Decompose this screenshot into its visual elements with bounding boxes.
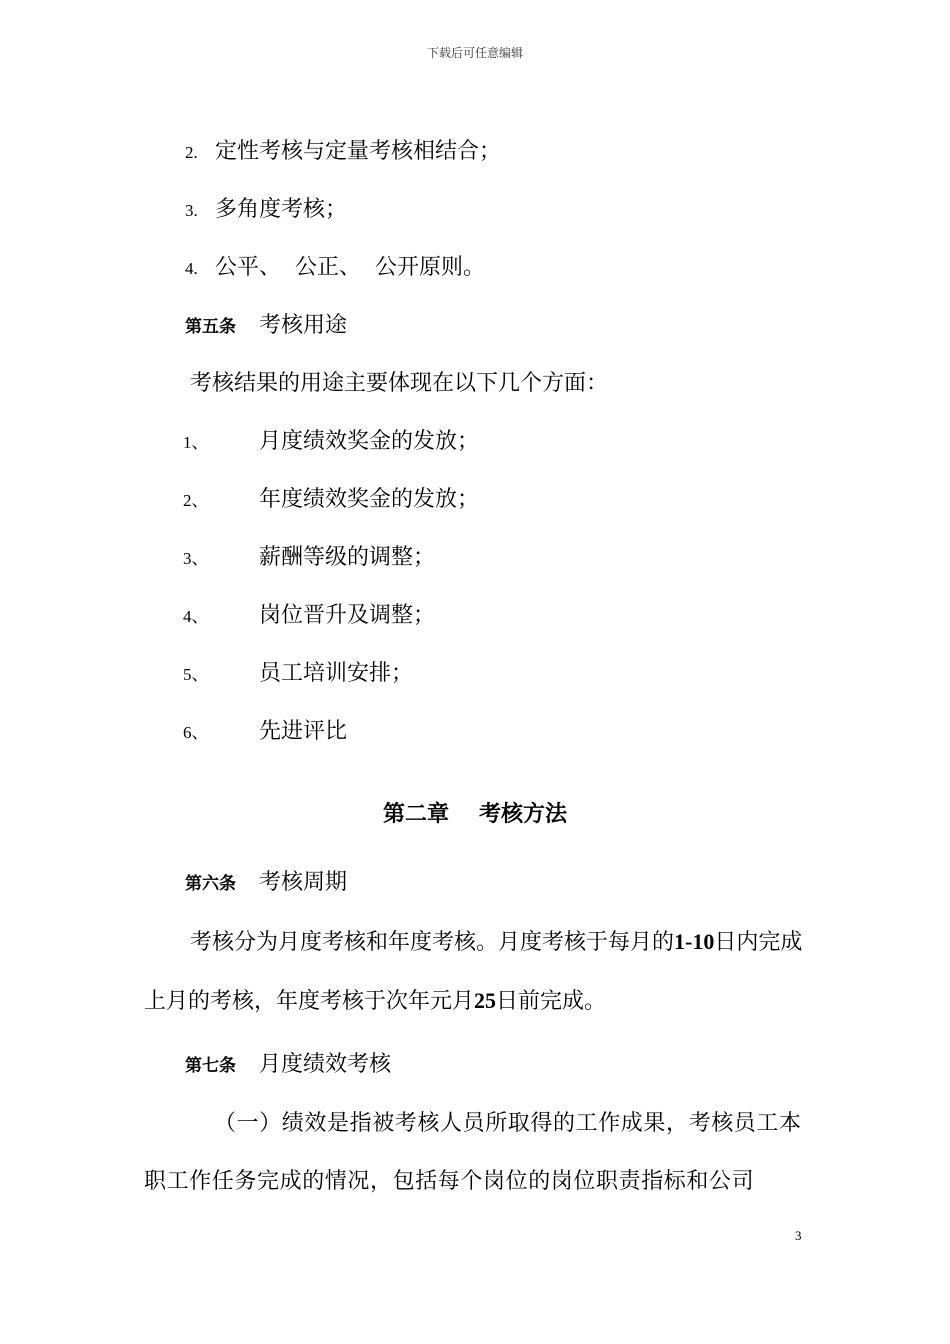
- article-heading: [185, 1050, 391, 1081]
- principle-text: 定性考核与定量考核相结合；: [215, 139, 502, 164]
- principle-number: 2.: [185, 143, 198, 162]
- use-text: 月度绩效奖金的发放；: [259, 429, 480, 454]
- use-number: 1、: [183, 433, 209, 452]
- page-header-note: 下载后可任意编辑: [426, 46, 523, 60]
- use-number: 4、: [183, 607, 209, 626]
- principle-item: [185, 253, 485, 284]
- principle-item: [185, 195, 347, 226]
- article-heading: [185, 311, 347, 342]
- principle-text: 多角度考核；: [215, 197, 348, 222]
- chapter-number: 第二章: [382, 802, 449, 827]
- use-number: 3、: [183, 549, 209, 568]
- date-range: 1-10: [674, 929, 715, 954]
- article-body: （一）绩效是指被考核人员所取得的工作成果，考核员工本职工作任务完成的情况，包括每个岗位的岗位职责指标和公司: [144, 1111, 802, 1194]
- article-label: 第五条: [185, 317, 236, 337]
- use-text: 薪酬等级的调整；: [259, 545, 436, 570]
- page-number: 3: [795, 1228, 802, 1243]
- article-title: 考核用途: [259, 313, 348, 338]
- article-label: 第七条: [185, 1056, 236, 1076]
- use-number: 6、: [183, 723, 209, 742]
- article-body: 考核分为月度考核和年度考核。月度考核于每月的1-10日内完成上月的考核，年度考核于次年元月25日前完成。: [144, 929, 803, 1014]
- use-number: 5、: [183, 665, 209, 684]
- principle-text: 公平、 公正、 公开原则。: [215, 255, 485, 280]
- use-item: [183, 601, 435, 632]
- principle-item: [185, 137, 501, 168]
- use-text: 员工培训安排；: [259, 661, 414, 686]
- use-text: 年度绩效奖金的发放；: [259, 487, 480, 512]
- use-text: 先进评比: [259, 719, 348, 744]
- chapter-title: 考核方法: [479, 802, 568, 827]
- deadline-day: 25: [474, 988, 497, 1013]
- article-intro: 考核结果的用途主要体现在以下几个方面：: [190, 371, 609, 396]
- use-item: [183, 485, 479, 516]
- article-title: 考核周期: [259, 870, 348, 895]
- use-number: 2、: [183, 491, 209, 510]
- use-item: [183, 427, 479, 458]
- principle-number: 4.: [185, 259, 198, 278]
- article-title: 月度绩效考核: [259, 1052, 392, 1077]
- use-item: [183, 717, 347, 748]
- use-text: 岗位晋升及调整；: [259, 603, 436, 628]
- article-label: 第六条: [185, 874, 236, 894]
- use-item: [183, 659, 413, 690]
- chapter-heading: [0, 800, 950, 830]
- article-heading: [185, 868, 347, 899]
- use-item: [183, 543, 435, 574]
- principle-number: 3.: [185, 201, 198, 220]
